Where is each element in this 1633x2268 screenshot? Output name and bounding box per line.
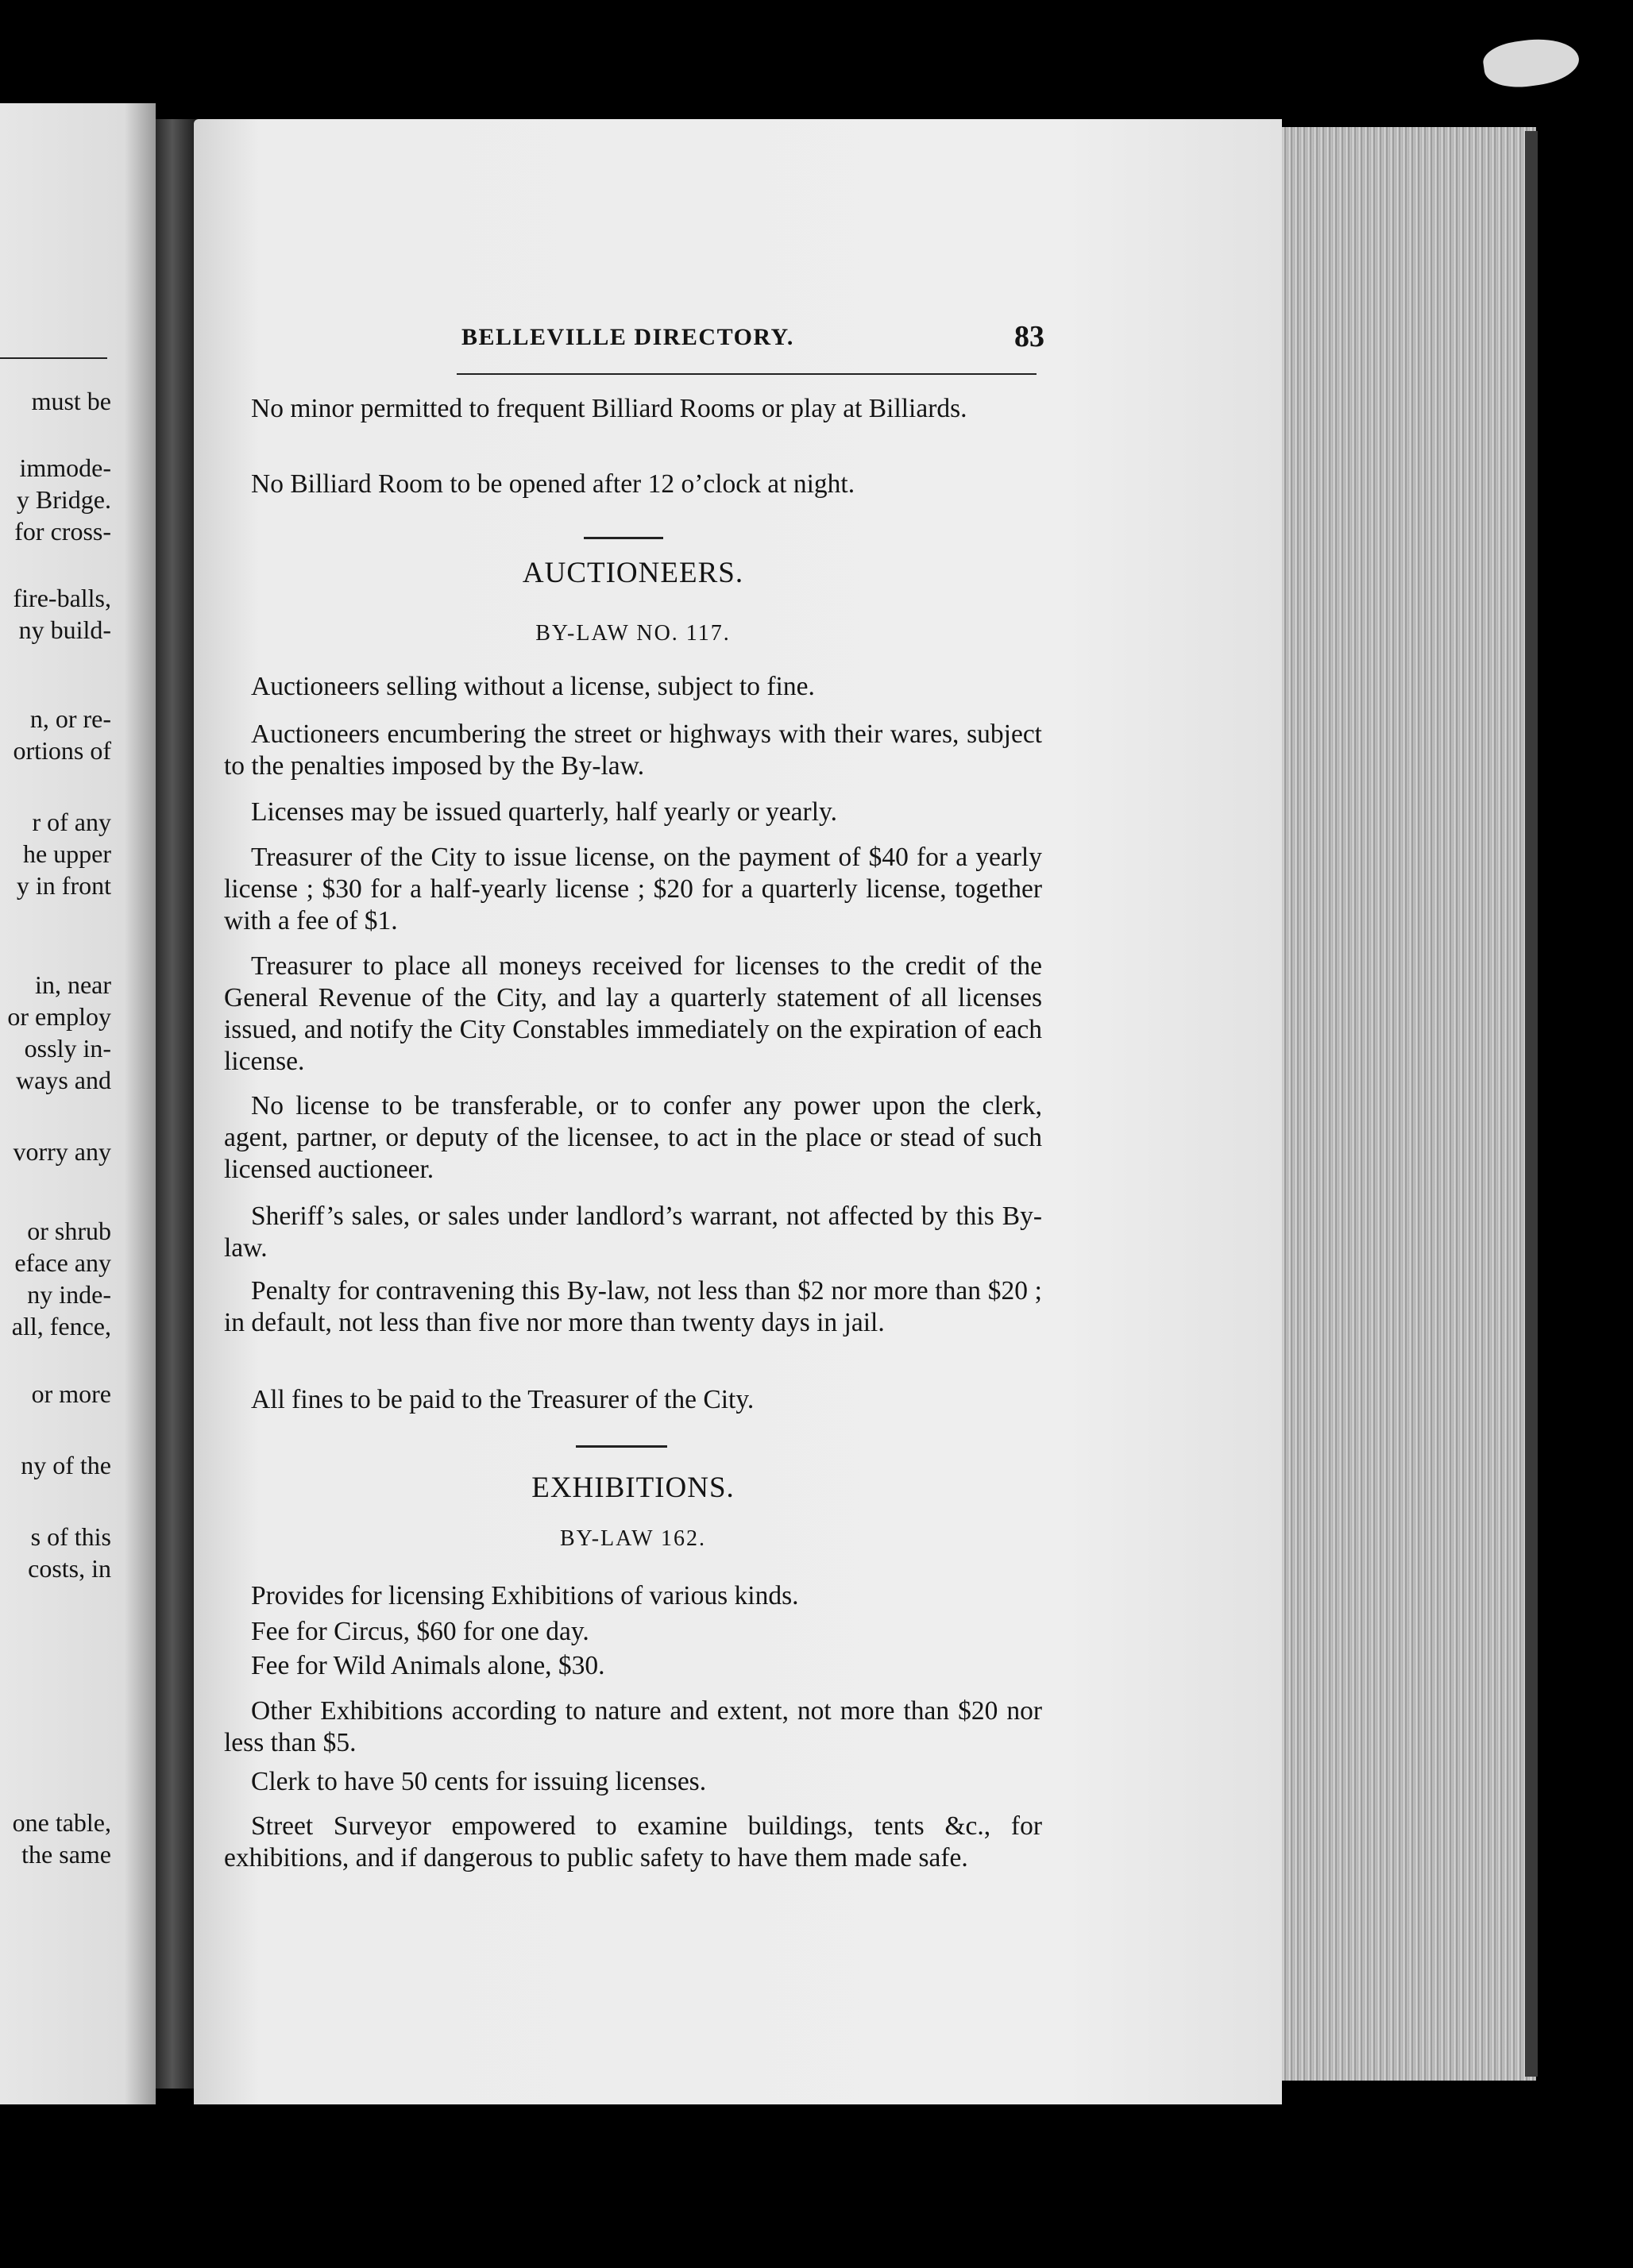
left-fragment: vorry any xyxy=(13,1137,111,1166)
left-fragment: fire-balls, xyxy=(13,584,111,612)
paragraph: Auctioneers selling without a license, subject to fine. xyxy=(251,672,815,701)
left-fragment: n, or re- xyxy=(29,704,111,733)
paragraph: Other Exhibitions according to nature and extent, not more than $20 nor less than $5. xyxy=(224,1696,1042,1757)
paragraph: Sheriff’s sales, or sales under landlord’s warrant, not affected by this By-law. xyxy=(224,1202,1042,1263)
left-fragment: ny build- xyxy=(18,615,111,644)
left-fragment: ny inde- xyxy=(27,1280,111,1309)
header-rule xyxy=(457,373,1037,375)
left-fragment: s of this xyxy=(30,1522,111,1551)
page-number: 83 xyxy=(1014,320,1044,353)
paragraph: Provides for licensing Exhibitions of various kinds. xyxy=(251,1581,799,1610)
left-fragment: the same xyxy=(21,1840,111,1869)
paragraph: Licenses may be issued quarterly, half yearly or yearly. xyxy=(251,797,837,827)
section-divider xyxy=(584,537,663,539)
paragraph: No Billiard Room to be opened after 12 o’clock at night. xyxy=(251,469,855,499)
left-fragment: costs, in xyxy=(28,1554,111,1583)
paragraph: Treasurer to place all moneys received for licenses to the credit of the General Revenue of the City, and lay a quarterly statement of all licenses issued, and notify the City Constables immediately on the expiration of each license. xyxy=(224,951,1042,1076)
paragraph: All fines to be paid to the Treasurer of the City. xyxy=(251,1385,755,1414)
left-fragment: immode- xyxy=(19,453,111,482)
left-fragment: in, near xyxy=(35,970,111,999)
left-fragment: y Bridge. xyxy=(16,485,111,514)
paragraph: No license to be transferable, or to confer any power upon the clerk, agent, partner, or deputy of the licensee, to act in the place or stead of such licensed auctioneer. xyxy=(224,1091,1042,1184)
paragraph: Fee for Wild Animals alone, $30. xyxy=(251,1651,605,1680)
left-fragment: all, fence, xyxy=(11,1312,111,1340)
left-fragment: ways and xyxy=(16,1066,111,1094)
paragraph: Fee for Circus, $60 for one day. xyxy=(251,1617,589,1646)
left-fragment: or more xyxy=(31,1379,111,1408)
paragraph: Treasurer of the City to issue license, on the payment of $40 for a yearly license ; $30 for a half-yearly license ; $20 for a quarterly license, together with a fee of $1. xyxy=(224,843,1042,935)
page-edges-shadow xyxy=(1525,131,1538,2077)
paragraph: Auctioneers encumbering the street or highways with their wares, subject to the penalties imposed by the By-law. xyxy=(224,719,1042,781)
left-fragment: ossly in- xyxy=(24,1034,111,1063)
left-fragment: for cross- xyxy=(14,517,111,546)
bylaw-number: BY-LAW NO. 117. xyxy=(535,621,731,646)
bylaw-number: BY-LAW 162. xyxy=(559,1526,707,1551)
left-page-rule xyxy=(0,357,107,359)
left-fragment: or shrub xyxy=(27,1217,111,1245)
section-divider xyxy=(576,1445,667,1448)
paragraph: Clerk to have 50 cents for issuing licenses. xyxy=(251,1767,707,1796)
paragraph: No minor permitted to frequent Billiard Rooms or play at Billiards. xyxy=(251,394,967,423)
left-fragment: one table, xyxy=(12,1808,111,1837)
left-fragment: must be xyxy=(31,387,111,415)
running-head: BELLEVILLE DIRECTORY. xyxy=(461,324,794,350)
page-header xyxy=(457,319,1044,359)
paragraph: Penalty for contravening this By-law, not less than $2 nor more than $20 ; in default, not less than five nor more than twenty days in jail. xyxy=(224,1276,1042,1337)
paragraph: Street Surveyor empowered to examine buildings, tents &c., for exhibitions, and if dangerous to public safety to have them made safe. xyxy=(224,1811,1042,1873)
book-gutter xyxy=(156,119,197,2089)
left-fragment: y in front xyxy=(16,871,111,900)
left-fragment: he upper xyxy=(22,839,111,868)
left-fragment: eface any xyxy=(14,1248,111,1277)
left-fragment: r of any xyxy=(32,808,111,836)
section-title-exhibitions: EXHIBITIONS. xyxy=(531,1472,735,1504)
left-fragment: ortions of xyxy=(13,736,111,765)
scan-smudge xyxy=(1481,33,1582,92)
section-title-auctioneers: AUCTIONEERS. xyxy=(522,557,744,589)
left-fragment: or employ xyxy=(7,1002,111,1031)
page-edges xyxy=(1282,127,1536,2081)
left-fragment: ny of the xyxy=(21,1451,111,1479)
